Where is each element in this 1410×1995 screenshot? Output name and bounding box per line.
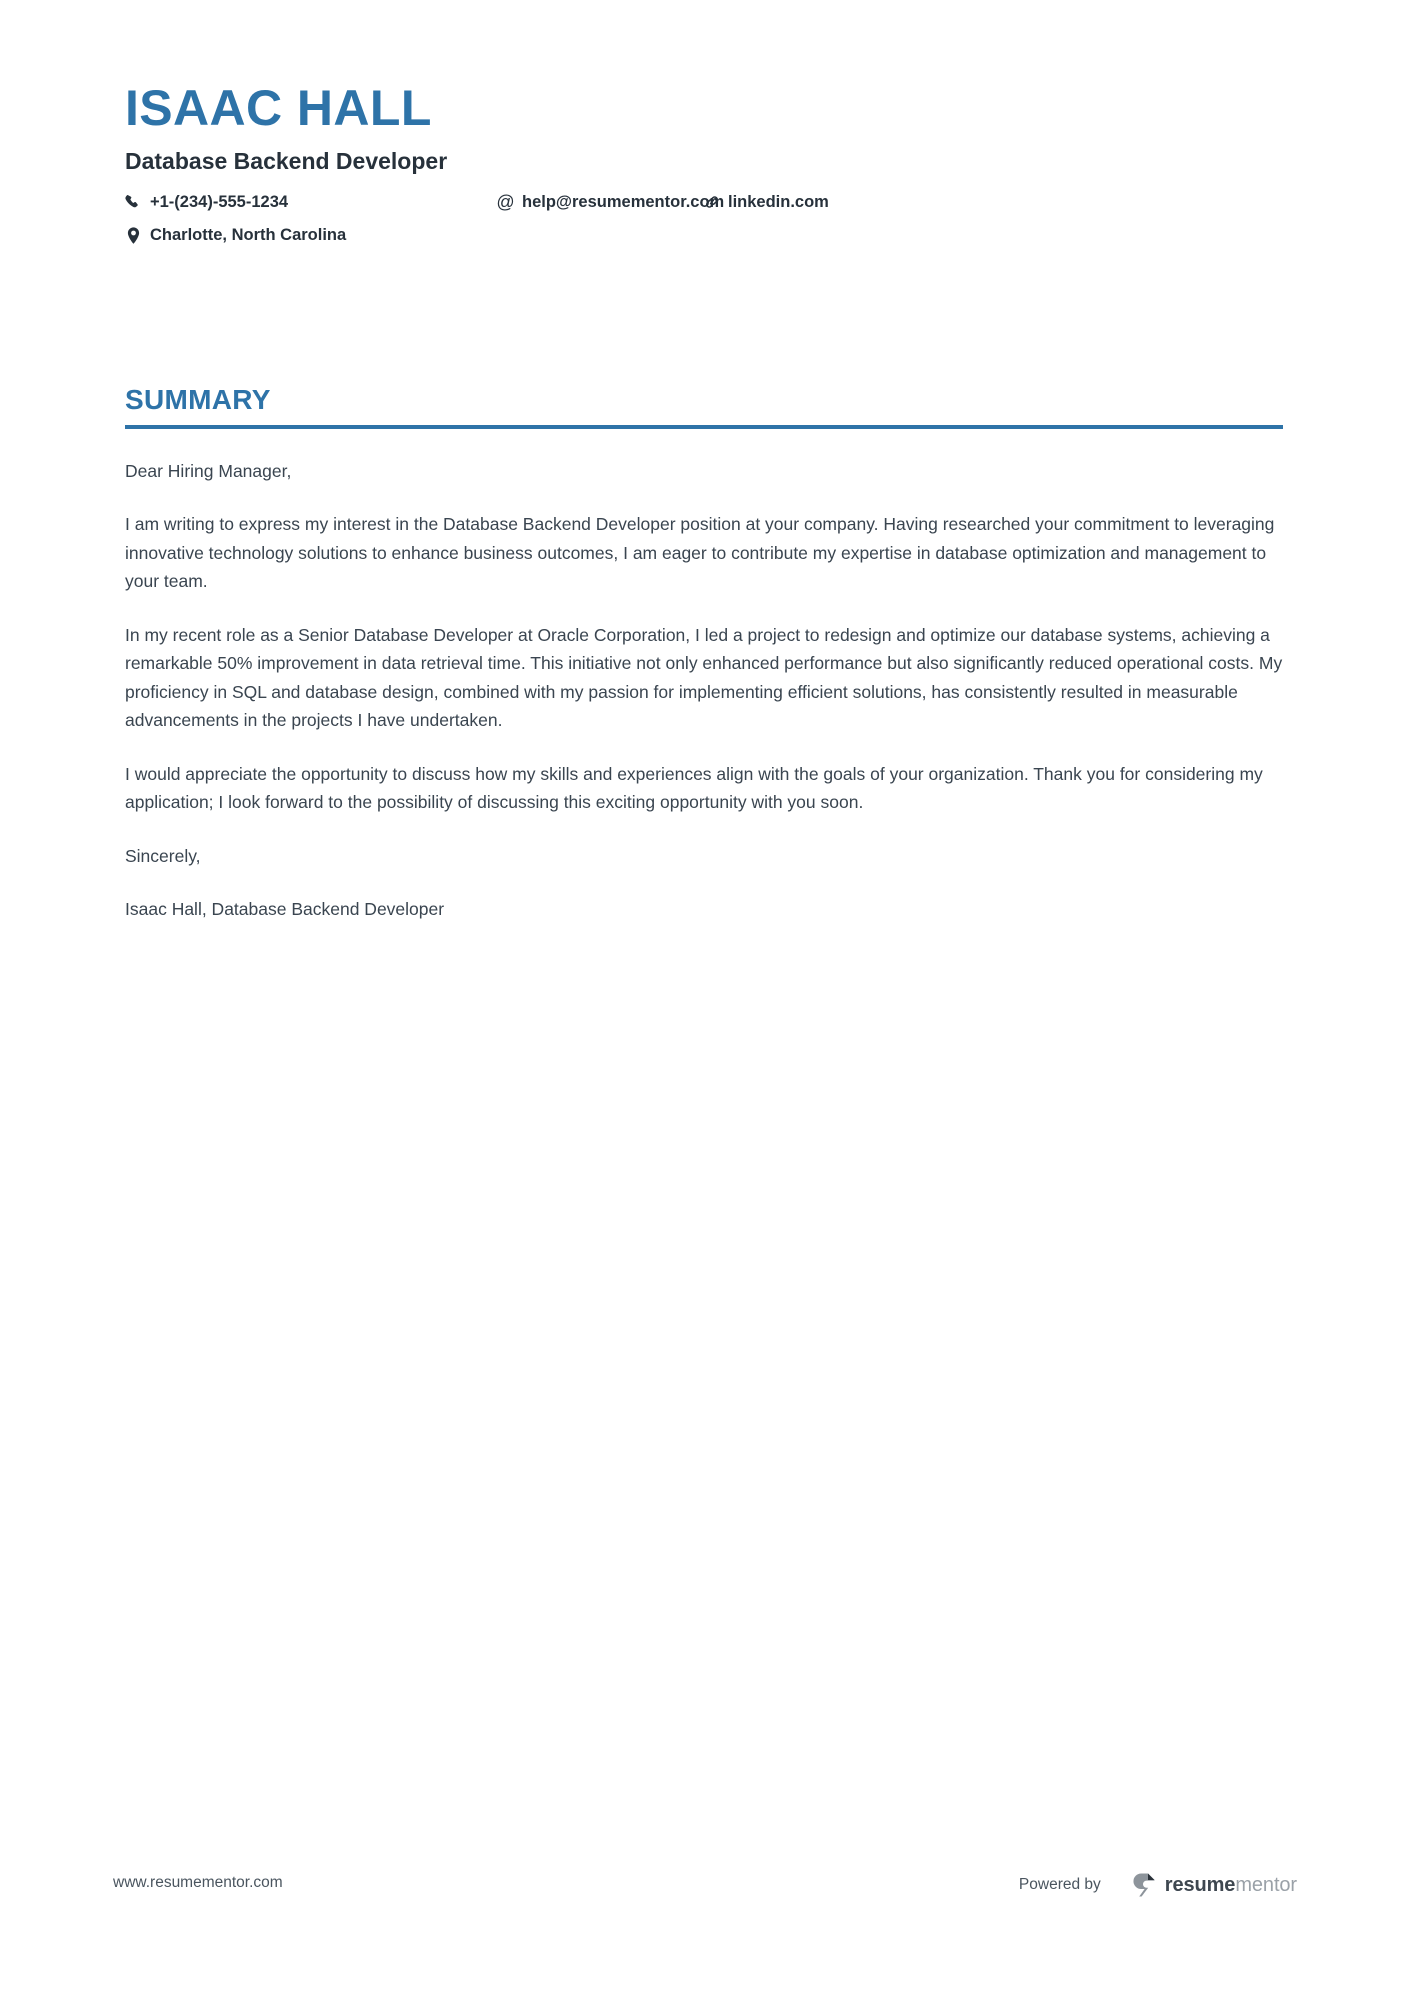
resumementor-logo [1133, 1872, 1297, 1898]
summary-paragraph-signoff: Sincerely, [125, 845, 201, 866]
footer-branding [1019, 1872, 1297, 1898]
applicant-name: ISAAC HALL [125, 80, 432, 136]
phone-icon [125, 194, 142, 211]
contact-location-value: Charlotte, North Carolina [150, 225, 347, 244]
contact-phone[interactable] [125, 193, 288, 212]
contact-linkedin[interactable] [703, 193, 829, 212]
summary-section [125, 385, 1283, 924]
footer-website-url[interactable]: www.resumementor.com [113, 1874, 283, 1891]
summary-section-title: SUMMARY [125, 384, 271, 415]
summary-section-divider [125, 425, 1283, 429]
contact-email-value: help@resumementor.com [522, 192, 725, 211]
location-pin-icon [125, 227, 142, 244]
summary-paragraph-intro: I am writing to express my interest in the Database Backend Developer position at your company. Having researched your commitment to leveraging innovative technology solutions to enhance business outcomes, I am eager to contribute my expertise in database optimization and management to your team. [125, 514, 1275, 592]
summary-paragraph-salutation: Dear Hiring Manager, [125, 460, 292, 481]
contact-phone-value: +1-(234)-555-1234 [150, 192, 289, 211]
brand-word-primary: resume [1164, 1874, 1236, 1896]
document-header [125, 82, 1285, 255]
resumementor-mark-icon [1133, 1872, 1156, 1898]
contact-linkedin-value: linkedin.com [728, 192, 829, 211]
link-icon [703, 194, 720, 211]
contact-email[interactable] [497, 193, 724, 212]
powered-by-label: Powered by [1018, 1876, 1101, 1894]
contact-location [125, 226, 346, 245]
document-footer [0, 1875, 1410, 1915]
resumementor-wordmark [1165, 1875, 1297, 1895]
brand-word-secondary: mentor [1235, 1874, 1297, 1896]
summary-paragraph-experience: In my recent role as a Senior Database Developer at Oracle Corporation, I led a project to redesign and optimize our database systems, achieving a remarkable 50% improvement in data retrieval time. This initiative not only enhanced performance but also significantly reduced operational costs. My proficiency in SQL and database design, combined with my passion for implementing efficient solutions, has consistently resulted in measurable advancements in the projects I have undertaken. [125, 624, 1283, 731]
email-at-icon: @ [496, 192, 515, 213]
contact-details [125, 193, 1285, 255]
summary-body [125, 457, 1283, 924]
applicant-job-title: Database Backend Developer [125, 148, 448, 174]
summary-paragraph-closing: I would appreciate the opportunity to discuss how my skills and experiences align with the goals of your organization. Thank you for considering my application; I look forward to the possibility of discussing this exciting opportunity with you soon. [125, 763, 1263, 813]
summary-paragraph-signature: Isaac Hall, Database Backend Developer [125, 899, 445, 920]
